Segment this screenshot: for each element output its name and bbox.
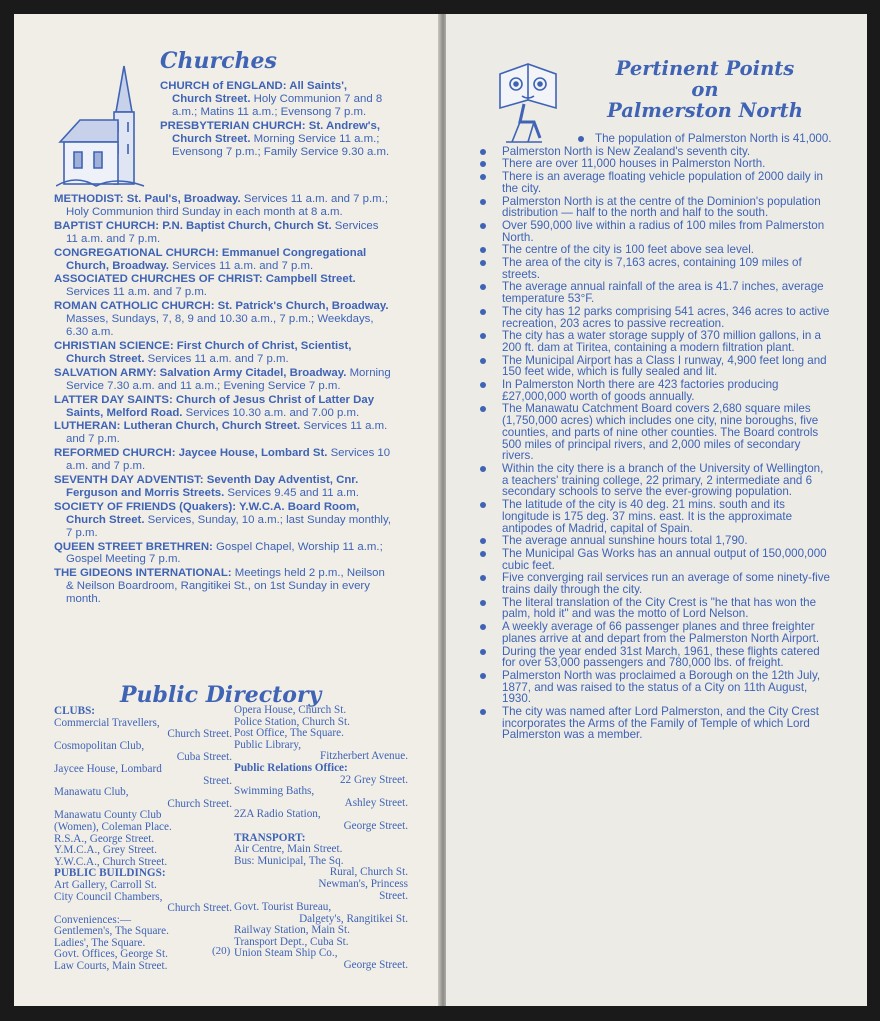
directory-line: Manawatu County Club (54, 809, 162, 822)
churches-list-top (160, 80, 390, 159)
church-details: Masses, Sundays, 7, 8, 9 and 10.30 a.m., 7 p.m.; Weekdays, 6.30 a.m. (66, 313, 374, 339)
church-entry (54, 247, 392, 273)
church-details: Services 11 a.m. and 7 p.m. (168, 259, 314, 272)
church-entry (54, 340, 392, 366)
point-item: The average annual sunshine hours total 1,790. (472, 535, 832, 547)
directory-line: TRANSPORT: (234, 831, 306, 844)
church-name: METHODIST: St. Paul's, Broadway. (54, 193, 241, 205)
directory-line: Manawatu Club, (54, 786, 129, 799)
point-item: Over 590,000 live within a radius of 100 miles from Palmerston North. (472, 220, 832, 243)
directory-line: Railway Station, Main St. (234, 924, 350, 937)
pertinent-points-list (472, 133, 832, 742)
directory-line: Public Library, (234, 738, 302, 751)
point-item: The Manawatu Catchment Board covers 2,680 square miles (1,750,000 acres) which includes one city, nine boroughs, five counties, and parts of nine other counties. The Board controls 500 miles of principal rivers, and 2,000 miles of secondary rivers. (472, 403, 832, 462)
church-name: SEVENTH DAY ADVENTIST: Seventh Day Adventist, Cnr. Ferguson and Morris Streets. (54, 474, 359, 499)
church-entry (54, 273, 392, 299)
directory-line: Air Centre, Main Street. (234, 843, 343, 856)
church-details: Morning Service 11 a.m.; Evensong 7 p.m.; Family Service 9.30 a.m. (172, 132, 390, 158)
title-line-3: Palmerston North (607, 99, 803, 122)
directory-line: Law Courts, Main Street. (54, 960, 168, 973)
directory-line: Govt. Tourist Bureau, (234, 901, 332, 914)
church-details: Morning Service 7.30 a.m. and 11 a.m.; Evening Service 7 p.m. (66, 366, 391, 392)
church-name: QUEEN STREET BRETHREN: (54, 540, 213, 553)
church-details: Services 11 a.m. and 7 p.m. (66, 420, 388, 446)
church-name: CHRISTIAN SCIENCE: First Church of Christ, Scientist, Church Street. (54, 339, 352, 365)
church-entry (54, 300, 392, 339)
point-item: The average annual rainfall of the area is 41.7 inches, average temperature 53°F. (472, 281, 832, 304)
church-details: Services 11 a.m. and 7 p.m. (66, 286, 207, 299)
directory-line: R.S.A., George Street. (54, 832, 155, 845)
directory-line: Conveniences:— (54, 913, 132, 926)
directory-line: Newman's, Princess (318, 877, 408, 890)
point-item: The city has 12 parks comprising 541 acres, 346 acres to active recreation, 203 acres to passive recreation. (472, 306, 832, 329)
church-details: Services 10 a.m. and 7 p.m. (66, 447, 391, 473)
church-name: CHURCH of ENGLAND: All Saints', Church Street. (160, 80, 348, 105)
church-details: Holy Communion 7 and 8 a.m.; Matins 11 a.m.; Evensong 7 p.m. (172, 92, 383, 118)
directory-line: City Council Chambers, (54, 890, 163, 903)
directory-line: Bus: Municipal, The Sq. (234, 854, 344, 867)
church-details: Services, Sunday, 10 a.m.; last Sunday monthly, 7 p.m. (66, 513, 391, 539)
directory-line: Y.M.C.A., Grey Street. (54, 844, 157, 857)
directory-line: (Women), Coleman Place. (54, 820, 172, 833)
point-item: The area of the city is 7,163 acres, containing 109 miles of streets. (472, 257, 832, 280)
pertinent-points-title (560, 58, 850, 121)
church-entry (54, 220, 392, 246)
point-item: During the year ended 31st March, 1961, these flights catered for over 53,000 passengers and 780,000 lbs. of freight. (472, 646, 832, 669)
point-item: The latitude of the city is 40 deg. 21 mins. south and its longitude is 175 deg. 37 mins. east. It is the approximate antipodes of Madrid, capital of Spain. (472, 499, 832, 534)
point-item: Palmerston North is at the centre of the Dominion's population distribution — half to the north and half to the south. (472, 196, 832, 219)
church-details: Services 11 a.m. and 7 p.m.; Holy Communion third Sunday in each month at 8 a.m. (66, 193, 388, 218)
church-name: PRESBYTERIAN CHURCH: St. Andrew's, Church Street. (160, 119, 380, 145)
directory-line: Rural, Church St. (329, 866, 408, 879)
directory-line: Police Station, Church St. (234, 715, 350, 728)
directory-line: Post Office, The Square. (234, 727, 344, 740)
point-item: There is an average floating vehicle population of 2000 daily in the city. (472, 171, 832, 194)
church-details: Services 10.30 a.m. and 7.00 p.m. (182, 406, 360, 419)
directory-line: Commercial Travellers, (54, 716, 160, 729)
point-item: Palmerston North is New Zealand's seventh city. (472, 146, 832, 158)
directory-line: Fitzherbert Avenue. (319, 750, 408, 763)
directory-line: Govt. Offices, George St. (54, 948, 168, 961)
directory-line: Dalgety's, Rangitikei St. (299, 912, 408, 925)
directory-line: Street. (203, 774, 232, 787)
title-line-2: on (691, 78, 719, 101)
church-entry (54, 193, 392, 219)
point-item: Within the city there is a branch of the University of Wellington, a teachers' training college, 22 primary, 2 intermediate and 6 secondary schools to serve the ever-growing population. (472, 463, 832, 498)
point-item: The Municipal Airport has a Class I runway, 4,900 feet long and 150 feet wide, which is fully sealed and lit. (472, 355, 832, 378)
directory-line: Art Gallery, Carroll St. (54, 878, 157, 891)
church-entry (160, 120, 390, 159)
church-details: Gospel Chapel, Worship 11 a.m.; Gospel Meeting 7 p.m. (66, 540, 383, 566)
title-line-1: Pertinent Points (615, 57, 795, 80)
directory-line: Public Relations Office: (234, 761, 348, 774)
point-item: The city has a water storage supply of 370 million gallons, in a 200 ft. dam at Tiritea, containing a modern filtration plant. (472, 330, 832, 353)
point-item: The city was named after Lord Palmerston, and the City Crest incorporates the Arms of the Family of Temple of which Lord Palmerston was a member. (472, 706, 832, 741)
directory-line: Church Street. (167, 797, 232, 810)
church-entry (54, 420, 392, 446)
church-name: ASSOCIATED CHURCHES OF CHRIST: Campbell Street. (54, 273, 356, 286)
churches-title: Churches (160, 48, 277, 74)
directory-line: Street. (379, 889, 408, 902)
church-entry (54, 367, 392, 393)
directory-line: Church Street. (167, 728, 232, 741)
directory-line: Y.W.C.A., Church Street. (54, 855, 168, 868)
church-name: SALVATION ARMY: Salvation Army Citadel, Broadway. (54, 366, 347, 379)
directory-line: Ladies', The Square. (54, 936, 146, 949)
directory-line: Gentlemen's, The Square. (54, 925, 169, 938)
directory-line: PUBLIC BUILDINGS: (54, 867, 166, 880)
church-name: LUTHERAN: Lutheran Church, Church Street. (54, 420, 301, 433)
directory-line: CLUBS: (54, 705, 96, 717)
point-item: The population of Palmerston North is 41,000. (472, 133, 832, 145)
directory-line: Cuba Street. (176, 751, 232, 764)
directory-line: Cosmopolitan Club, (54, 739, 145, 752)
directory-line: 22 Grey Street. (339, 773, 408, 786)
point-item: There are over 11,000 houses in Palmerston North. (472, 158, 832, 170)
church-entry (54, 567, 392, 606)
directory-column-left (54, 706, 232, 973)
directory-line: Union Steam Ship Co., (234, 947, 338, 960)
church-entry (54, 447, 392, 473)
church-name: SOCIETY OF FRIENDS (Quakers): Y.W.C.A. Board Room, Church Street. (54, 500, 360, 526)
church-illustration-icon (56, 64, 146, 194)
church-details: Services 11 a.m. and 7 p.m. (144, 352, 289, 365)
church-details: Meetings held 2 p.m., Neilson & Neilson Boardroom, Rangitikei St., on 1st Sunday in every month. (66, 567, 385, 606)
directory-line: 2ZA Radio Station, (234, 808, 321, 821)
directory-line: George Street. (343, 959, 408, 972)
point-item: Palmerston North was proclaimed a Borough on the 12th July, 1877, and was raised to the status of a City on 11th August, 1930. (472, 670, 832, 705)
point-item: The centre of the city is 100 feet above sea level. (472, 244, 832, 256)
point-item: The literal translation of the City Crest is "he that has won the palm, hold it" and was the motto of Lord Nelson. (472, 597, 832, 620)
point-item: A weekly average of 66 passenger planes and three freighter planes arrive at and depart from the Palmerston North Airport. (472, 621, 832, 644)
point-item: In Palmerston North there are 423 factories producing £27,000,000 worth of goods annually. (472, 379, 832, 402)
directory-line: George Street. (343, 819, 408, 832)
church-name: ROMAN CATHOLIC CHURCH: St. Patrick's Church, Broadway. (54, 300, 389, 313)
directory-line: Church Street. (167, 902, 232, 915)
directory-line: Opera House, Church St. (234, 704, 347, 716)
church-entry (54, 474, 392, 500)
church-name: CONGREGATIONAL CHURCH: Emmanuel Congregational Church, Broadway. (54, 246, 367, 272)
church-name: THE GIDEONS INTERNATIONAL: (54, 567, 232, 580)
church-entry (54, 501, 392, 540)
point-item: The Municipal Gas Works has an annual output of 150,000,000 cubic feet. (472, 548, 832, 571)
church-details: Services 9.45 and 11 a.m. (224, 486, 359, 499)
point-item: Five converging rail services run an average of some ninety-five trains daily through the city. (472, 572, 832, 595)
page-number: (20) (212, 945, 231, 957)
church-entry (54, 394, 392, 420)
church-name: REFORMED CHURCH: Jaycee House, Lombard St. (54, 447, 328, 460)
churches-list-main (54, 193, 392, 607)
directory-line: Ashley Street. (344, 796, 408, 809)
directory-line: Jaycee House, Lombard (54, 762, 162, 775)
church-name: LATTER DAY SAINTS: Church of Jesus Christ of Latter Day Saints, Melford Road. (54, 393, 375, 419)
church-name: BAPTIST CHURCH: P.N. Baptist Church, Church St. (54, 219, 332, 232)
church-entry (54, 541, 392, 567)
directory-line: Swimming Baths, (234, 785, 315, 798)
church-details: Services 11 a.m. and 7 p.m. (66, 219, 379, 245)
directory-column-right (234, 705, 408, 972)
public-directory-title: Public Directory (120, 682, 322, 708)
church-entry (160, 80, 390, 119)
directory-line: Transport Dept., Cuba St. (234, 935, 349, 948)
